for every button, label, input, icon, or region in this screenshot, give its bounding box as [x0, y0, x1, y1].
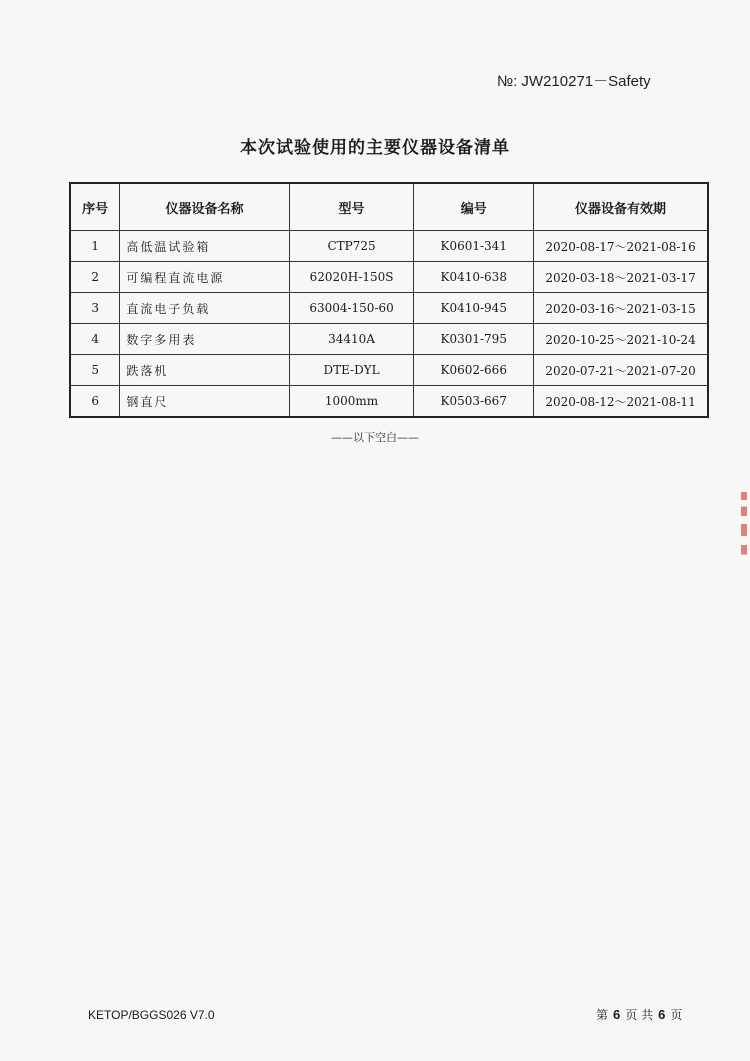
cell-validity: 2020-03-18～2021-03-17 [534, 262, 708, 293]
header-code: 编号 [414, 183, 534, 231]
header-validity: 仪器设备有效期 [534, 183, 708, 231]
page-title: 本次试验使用的主要仪器设备清单 [240, 138, 510, 158]
page-middle: 页 共 [625, 1008, 654, 1022]
equipment-table [69, 182, 709, 418]
cell-no: 6 [70, 386, 120, 418]
cell-name: 钢直尺 [120, 386, 289, 418]
page-prefix: 第 [596, 1008, 609, 1022]
cell-model: 34410A [289, 324, 414, 355]
cell-validity: 2020-07-21～2021-07-20 [534, 355, 708, 386]
cell-validity: 2020-08-12～2021-08-11 [534, 386, 708, 418]
seal-edge-mark [741, 492, 747, 572]
cell-code: K0602-666 [414, 355, 534, 386]
cell-validity: 2020-10-25～2021-10-24 [534, 324, 708, 355]
cell-no: 3 [70, 293, 120, 324]
cell-code: K0410-945 [414, 293, 534, 324]
cell-name: 数字多用表 [120, 324, 289, 355]
footer-doc-code: KETOP/BGGS026 V7.0 [88, 1008, 215, 1022]
cell-code: K0601-341 [414, 231, 534, 262]
cell-no: 2 [70, 262, 120, 293]
cell-name: 跌落机 [120, 355, 289, 386]
table-header-row [70, 183, 708, 231]
cell-model: 1000mm [289, 386, 414, 418]
end-of-content-mark: ——以下空白—— [331, 431, 419, 444]
table-row [70, 324, 708, 355]
header-name: 仪器设备名称 [120, 183, 289, 231]
cell-no: 4 [70, 324, 120, 355]
table-row [70, 386, 708, 418]
table-row [70, 293, 708, 324]
cell-code: K0503-667 [414, 386, 534, 418]
cell-model: 62020H-150S [289, 262, 414, 293]
page-current: 6 [613, 1007, 621, 1022]
cell-name: 高低温试验箱 [120, 231, 289, 262]
page-suffix: 页 [670, 1008, 683, 1022]
cell-model: CTP725 [289, 231, 414, 262]
page-total: 6 [658, 1007, 666, 1022]
table-row [70, 231, 708, 262]
cell-model: 63004-150-60 [289, 293, 414, 324]
cell-model: DTE-DYL [289, 355, 414, 386]
cell-validity: 2020-03-16～2021-03-15 [534, 293, 708, 324]
cell-name: 直流电子负载 [120, 293, 289, 324]
cell-no: 1 [70, 231, 120, 262]
report-number: №: JW210271－Safety [497, 73, 651, 90]
table-row [70, 355, 708, 386]
footer-page-number [596, 1006, 682, 1023]
cell-code: K0410-638 [414, 262, 534, 293]
table-row [70, 262, 708, 293]
header-model: 型号 [289, 183, 414, 231]
cell-no: 5 [70, 355, 120, 386]
cell-name: 可编程直流电源 [120, 262, 289, 293]
cell-code: K0301-795 [414, 324, 534, 355]
header-no: 序号 [70, 183, 120, 231]
cell-validity: 2020-08-17～2021-08-16 [534, 231, 708, 262]
